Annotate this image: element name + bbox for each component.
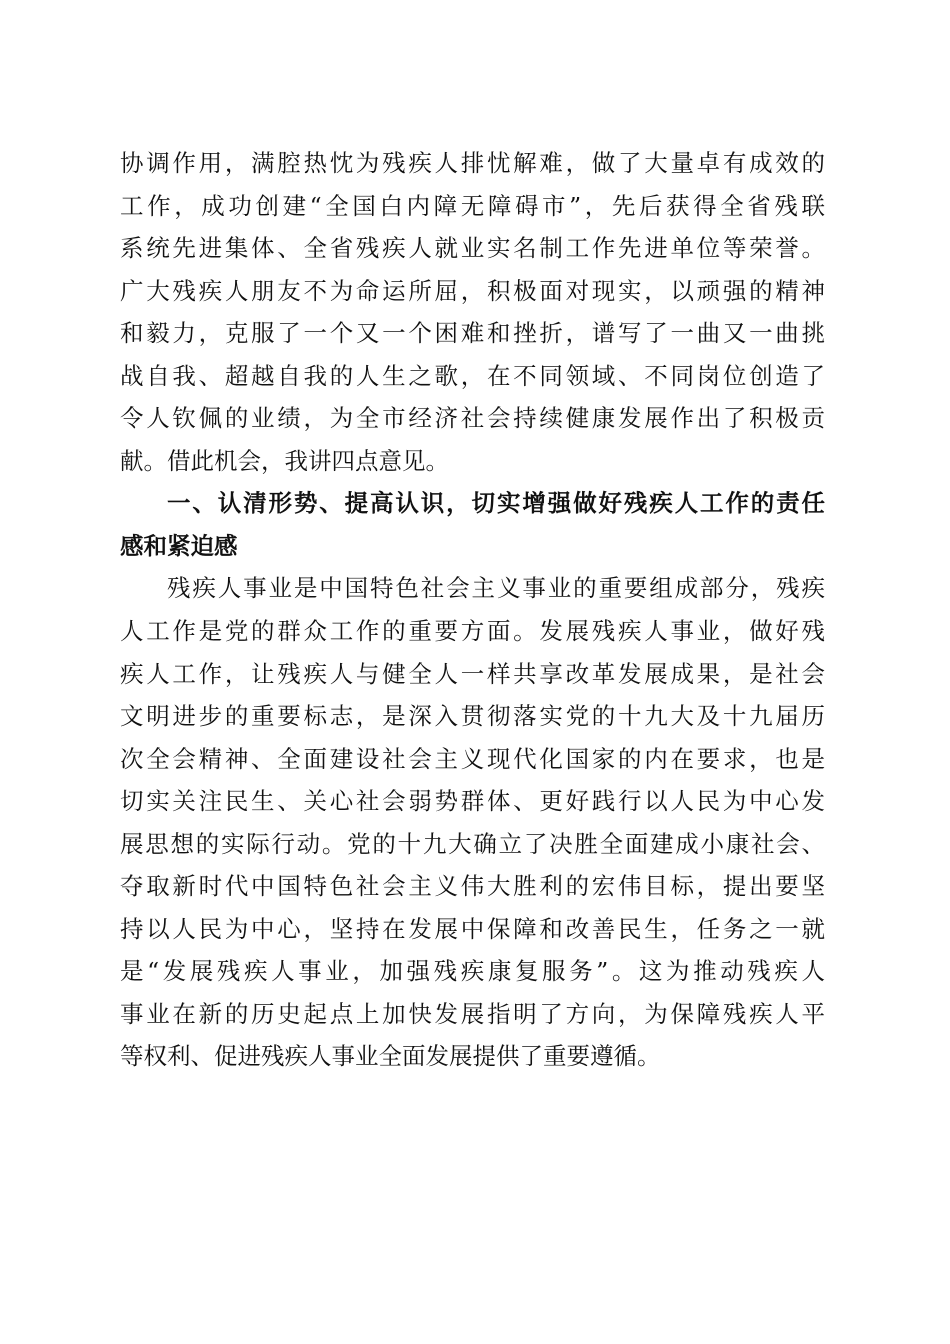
text-line: 切实关注民生、关心社会弱势群体、更好践行以人民为中心发 <box>120 787 825 816</box>
section-heading <box>120 482 825 567</box>
text-line: 疾人工作，让残疾人与健全人一样共享改革发展成果，是社会 <box>120 659 825 688</box>
text-line: 夺取新时代中国特色社会主义伟大胜利的宏伟目标，提出要坚 <box>120 872 825 901</box>
text-line: 献。借此机会，我讲四点意见。 <box>120 446 449 475</box>
text-line: 展思想的实际行动。党的十九大确立了决胜全面建成小康社会、 <box>120 829 825 858</box>
text-line: 文明进步的重要标志，是深入贯彻落实党的十九大及十九届历 <box>120 702 825 731</box>
text-line: 广大残疾人朋友不为命运所屈，积极面对现实，以顽强的精神 <box>120 276 825 305</box>
text-line: 令人钦佩的业绩，为全市经济社会持续健康发展作出了积极贡 <box>120 404 825 433</box>
text-line: 协调作用，满腔热忱为残疾人排忧解难，做了大量卓有成效的 <box>120 149 825 177</box>
text-line: 是“发展残疾人事业，加强残疾康复服务”。这为推动残疾人 <box>120 957 825 986</box>
paragraph-intro <box>120 142 825 482</box>
text-line: 等权利、促进残疾人事业全面发展提供了重要遵循。 <box>120 1042 661 1071</box>
heading-line: 一、认清形势、提高认识，切实增强做好残疾人工作的责任 <box>167 489 825 518</box>
heading-line: 感和紧迫感 <box>120 531 238 560</box>
text-line: 残疾人事业是中国特色社会主义事业的重要组成部分，残疾 <box>167 574 825 603</box>
text-line: 和毅力，克服了一个又一个困难和挫折，谱写了一曲又一曲挑 <box>120 319 825 348</box>
text-line: 战自我、超越自我的人生之歌，在不同领域、不同岗位创造了 <box>120 361 825 390</box>
text-line: 事业在新的历史起点上加快发展指明了方向，为保障残疾人平 <box>120 999 825 1028</box>
text-line: 工作，成功创建“全国白内障无障碍市”，先后获得全省残联 <box>120 191 825 220</box>
text-line: 次全会精神、全面建设社会主义现代化国家的内在要求，也是 <box>120 744 825 773</box>
text-line: 人工作是党的群众工作的重要方面。发展残疾人事业，做好残 <box>120 617 825 646</box>
document-body <box>120 142 825 1078</box>
text-line: 持以人民为中心，坚持在发展中保障和改善民生，任务之一就 <box>120 914 825 943</box>
paragraph-body <box>120 567 825 1078</box>
text-line: 系统先进集体、全省残疾人就业实名制工作先进单位等荣誉。 <box>120 234 825 263</box>
